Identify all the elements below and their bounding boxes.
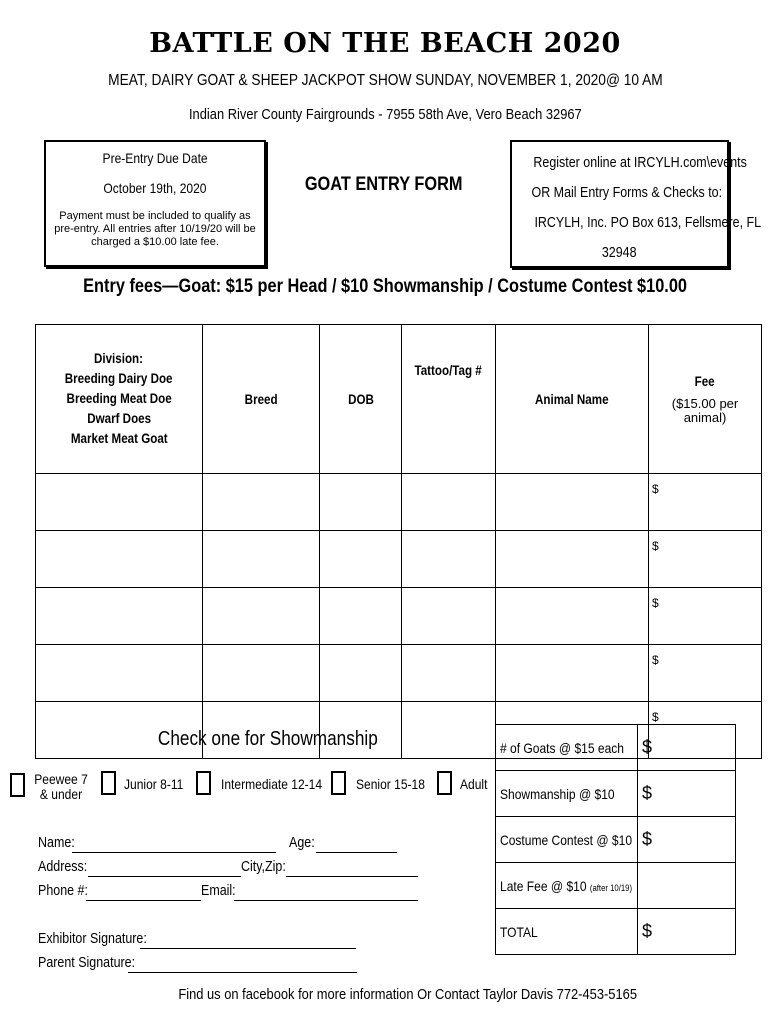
fee-cell[interactable]: $ bbox=[649, 702, 762, 759]
costume-total-value[interactable]: $ bbox=[638, 817, 736, 863]
register-line: OR Mail Entry Forms & Checks to: bbox=[531, 185, 723, 201]
animal-name-cell[interactable] bbox=[496, 588, 649, 645]
fee-cell[interactable]: $ bbox=[649, 645, 762, 702]
preentry-box bbox=[44, 140, 266, 267]
page-title: BATTLE ON THE BEACH 2020 bbox=[149, 28, 621, 59]
breed-cell[interactable] bbox=[203, 645, 320, 702]
footer-contact: Find us on facebook for more information Or Contact Taylor Davis 772-453-5165 bbox=[178, 986, 638, 1003]
preentry-note: Payment must be included to qualify as pre-entry. All entries after 10/19/20 will be charged a $10.00 late fee. bbox=[54, 210, 256, 248]
table-row bbox=[36, 474, 762, 531]
peewee-label: Peewee 7 & under bbox=[34, 771, 88, 802]
fee-cell[interactable]: $ bbox=[649, 474, 762, 531]
city-label: City,Zip: bbox=[241, 859, 286, 875]
tattoo-cell[interactable] bbox=[402, 531, 496, 588]
breed-cell[interactable] bbox=[203, 474, 320, 531]
fee-cell[interactable]: $ bbox=[649, 531, 762, 588]
division-cell[interactable] bbox=[36, 531, 203, 588]
event-location: Indian River County Fairgrounds - 7955 58th Ave, Vero Beach 32967 bbox=[188, 106, 582, 123]
adult-checkbox[interactable] bbox=[437, 771, 452, 795]
showmanship-total-label: Showmanship @ $10 bbox=[496, 771, 638, 817]
dob-header: DOB bbox=[320, 325, 402, 474]
table-header-row bbox=[36, 325, 762, 474]
animal-name-cell[interactable] bbox=[496, 474, 649, 531]
totals-row bbox=[496, 909, 736, 955]
name-label: Name: bbox=[38, 835, 75, 851]
costume-total-label: Costume Contest @ $10 bbox=[496, 817, 638, 863]
division-cell[interactable] bbox=[36, 474, 203, 531]
name-field[interactable] bbox=[72, 852, 276, 853]
city-field[interactable] bbox=[286, 876, 418, 877]
showmanship-total-value[interactable]: $ bbox=[638, 771, 736, 817]
register-box bbox=[510, 140, 762, 268]
table-row bbox=[36, 531, 762, 588]
late-fee-label: Late Fee @ $10 (after 10/19) bbox=[496, 863, 638, 909]
phone-field[interactable] bbox=[86, 900, 201, 901]
dob-cell[interactable] bbox=[320, 531, 402, 588]
address-field[interactable] bbox=[88, 876, 241, 877]
email-label: Email: bbox=[201, 883, 236, 899]
division-cell[interactable] bbox=[36, 645, 203, 702]
breed-cell[interactable] bbox=[203, 531, 320, 588]
division-cell[interactable] bbox=[36, 588, 203, 645]
animal-name-cell[interactable] bbox=[496, 531, 649, 588]
junior-checkbox[interactable] bbox=[101, 771, 116, 795]
tattoo-cell[interactable] bbox=[402, 702, 496, 759]
parent-signature-field[interactable] bbox=[128, 972, 357, 973]
animal-name-cell[interactable] bbox=[496, 645, 649, 702]
late-fee-value[interactable] bbox=[638, 863, 736, 909]
breed-header: Breed bbox=[203, 325, 320, 474]
address-label: Address: bbox=[38, 859, 88, 875]
entry-fees: Entry fees—Goat: $15 per Head / $10 Showmanship / Costume Contest $10.00 bbox=[83, 276, 687, 297]
goats-total-value[interactable]: $ bbox=[638, 725, 736, 771]
tattoo-cell[interactable] bbox=[402, 645, 496, 702]
tattoo-cell[interactable] bbox=[402, 588, 496, 645]
table-row bbox=[36, 588, 762, 645]
fee-header: Fee ($15.00 per animal) bbox=[649, 325, 762, 474]
totals-row bbox=[496, 771, 736, 817]
preentry-label: Pre-Entry Due Date bbox=[102, 150, 208, 166]
form-title: GOAT ENTRY FORM bbox=[305, 174, 463, 195]
dob-cell[interactable] bbox=[320, 645, 402, 702]
event-subtitle: MEAT, DAIRY GOAT & SHEEP JACKPOT SHOW SUNDAY, NOVEMBER 1, 2020@ 10 AM bbox=[107, 72, 663, 89]
phone-label: Phone #: bbox=[38, 883, 88, 899]
intermediate-checkbox[interactable] bbox=[196, 771, 211, 795]
dob-cell[interactable] bbox=[320, 588, 402, 645]
peewee-checkbox[interactable] bbox=[10, 773, 25, 797]
goats-total-label: # of Goats @ $15 each bbox=[496, 725, 638, 771]
junior-label: Junior 8-11 bbox=[124, 776, 184, 792]
exhibitor-signature-label: Exhibitor Signature: bbox=[38, 931, 147, 947]
fee-cell[interactable]: $ bbox=[649, 588, 762, 645]
breed-cell[interactable] bbox=[203, 588, 320, 645]
intermediate-label: Intermediate 12-14 bbox=[221, 776, 323, 792]
totals-row bbox=[496, 863, 736, 909]
adult-label: Adult bbox=[460, 776, 488, 792]
tattoo-cell[interactable] bbox=[402, 474, 496, 531]
tattoo-header: Tattoo/Tag # bbox=[402, 325, 496, 474]
grand-total-value[interactable]: $ bbox=[638, 909, 736, 955]
table-row bbox=[36, 645, 762, 702]
age-label: Age: bbox=[289, 835, 315, 851]
exhibitor-signature-field[interactable] bbox=[140, 948, 356, 949]
entry-table bbox=[35, 324, 762, 759]
age-field[interactable] bbox=[316, 852, 397, 853]
grand-total-label: TOTAL bbox=[496, 909, 638, 955]
senior-label: Senior 15-18 bbox=[356, 776, 425, 792]
preentry-date: October 19th, 2020 bbox=[103, 180, 207, 196]
register-line: IRCYLH, Inc. PO Box 613, Fellsmere, FL bbox=[534, 215, 762, 231]
dob-cell[interactable] bbox=[320, 474, 402, 531]
division-header: Division: Breeding Dairy Doe Breeding Meat Doe Dwarf Does Market Meat Goat bbox=[36, 325, 203, 474]
register-line: Register online at IRCYLH.com\events bbox=[533, 155, 747, 171]
totals-row bbox=[496, 725, 736, 771]
totals-row bbox=[496, 817, 736, 863]
showmanship-title: Check one for Showmanship bbox=[157, 728, 378, 750]
totals-table bbox=[495, 724, 736, 955]
parent-signature-label: Parent Signature: bbox=[38, 955, 136, 971]
email-field[interactable] bbox=[234, 900, 418, 901]
animal-name-header: Animal Name bbox=[496, 325, 649, 474]
register-line: 32948 bbox=[602, 245, 637, 261]
senior-checkbox[interactable] bbox=[331, 771, 346, 795]
